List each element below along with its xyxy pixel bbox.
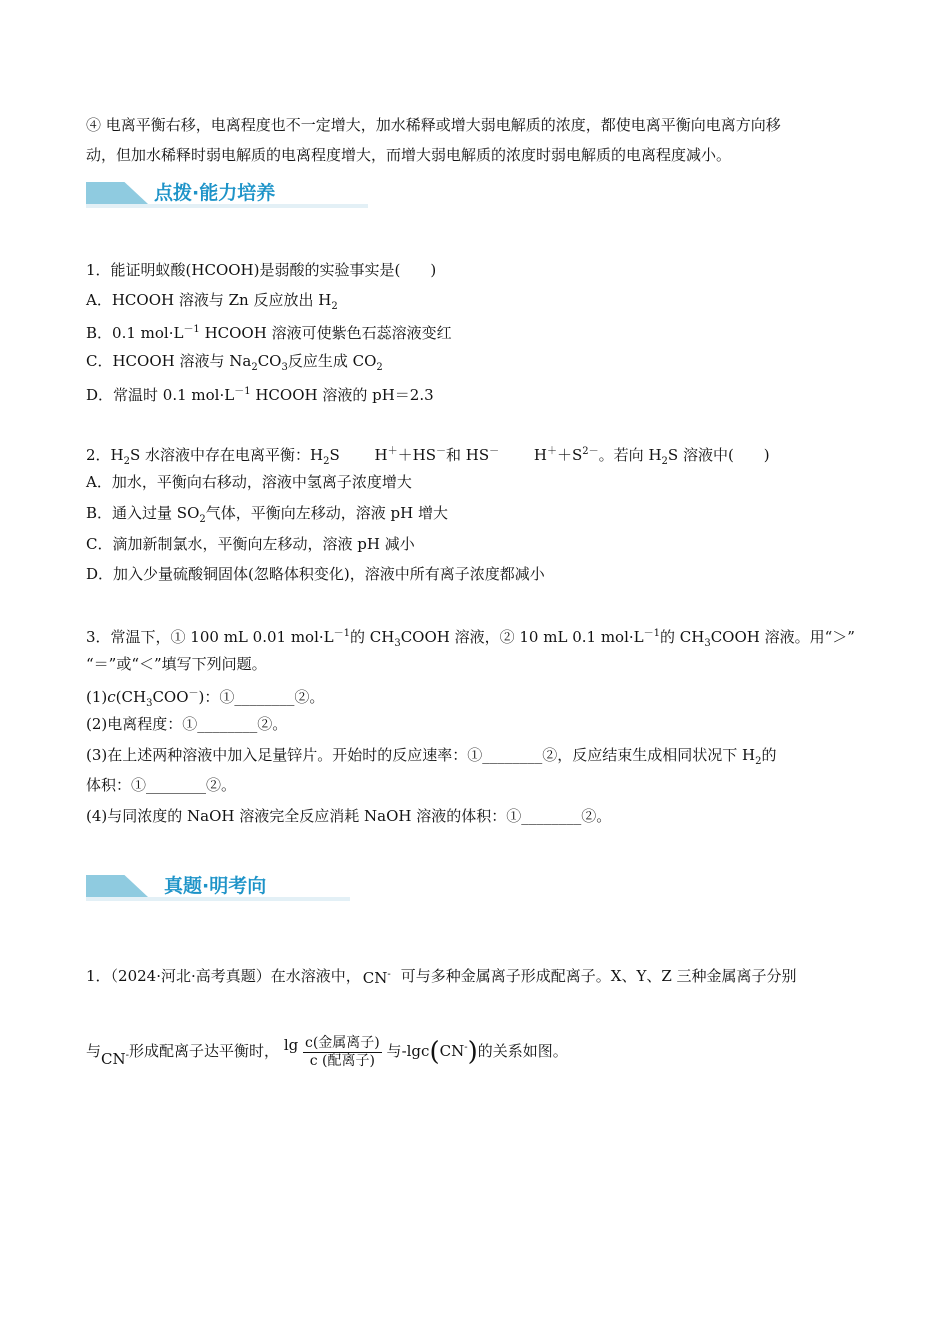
q3-part-3: (3)在上述两种溶液中加入足量锌片。开始时的反应速率：①________②，反应结束生成相同状况下 $H_2$的 [86,746,777,767]
q2-option-c: C．滴加新制氯水，平衡向左移动，溶液 pH 减小 [86,535,415,553]
section-banner-exam [86,873,368,903]
section-banner-guidance [86,180,368,210]
q2-stem: 2．$H_2S$ 水溶液中存在电离平衡：$H_2S$ H＋＋HS－和 HS－ $H^++S^{2-}$。若向 $H_2S$ 溶液中( ) [86,446,770,467]
intro-line-1: ④ 电离平衡右移，电离程度也不一定增大，加水稀释或增大弱电解质的浓度，都使电离平衡向电离方向移 [86,116,781,134]
exam-q1-stem: 1．（2024·河北·高考真题）在水溶液中， CN- 可与多种金属离子形成配离子。X、Y、Z 三种金属离子分别 [86,967,797,987]
q2-option-a: A．加水，平衡向右移动，溶液中氢离子浓度增大 [86,473,412,491]
section-title: 真题·明考向 [164,875,267,897]
banner-shape [86,182,148,204]
section-title: 点拨·能力培养 [154,182,276,204]
q2-option-b: B．通入过量 $SO_2$气体，平衡向左移动，溶液 pH 增大 [86,504,448,525]
q1-option-b: B．0.1 $mol\cdot L^{-1}$ HCOOH 溶液可使紫色石蕊溶液变红 [86,324,452,342]
q3-part-3-line-2: 体积：①________②。 [86,776,237,794]
banner-shape [86,875,148,897]
q3-stem-line-2: “＝”或“＜”填写下列问题。 [86,655,267,673]
intro-line-2: 动，但加水稀释时弱电解质的电离程度增大，而增大弱电解质的浓度时弱电解质的电离程度减小。 [86,146,732,164]
q3-part-1: $(1)c(CH_3COO^-)$：①________②。 [86,688,325,709]
q3-stem: 3．常温下，① 100 mL 0.01 $mol\cdot L^{-1}$的 $CH_3COOH$ 溶液，② 10 mL 0.1 $mol\cdot L^{-1}$的 $CH_3COOH$ 溶液。用“＞” [86,628,855,649]
q2-option-d: D．加入少量硫酸铜固体(忽略体积变化)，溶液中所有离子浓度都减小 [86,565,545,583]
q3-part-2: (2)电离程度：①________②。 [86,715,288,733]
q1-option-d: D．常温时 0.1 $mol\cdot L^{-1}$ HCOOH 溶液的 pH＝2.3 [86,386,434,404]
q3-part-4: (4)与同浓度的 NaOH 溶液完全反应消耗 NaOH 溶液的体积：①________②。 [86,807,612,825]
q1-stem: 1．能证明蚁酸(HCOOH)是弱酸的实验事实是( ) [86,261,437,279]
q1-option-c: C．HCOOH 溶液与 $Na_2CO_3$反应生成 $CO_2$ [86,352,383,373]
q1-option-a: A．HCOOH 溶液与 Zn 反应放出 $H_2$ [86,291,338,312]
concentration-ratio-fraction: $\frac{\text{c(金属离子)}}{\text{c (配离子)}}$ [305,1034,380,1069]
exam-q1-stem-line-2: 与CN-形成配离子达平衡时， lg $\frac{\text{c(金属离子)}}{\text{c (配离子)}}$ 与-lgc(CN-)的关系如图。 [86,1034,568,1069]
